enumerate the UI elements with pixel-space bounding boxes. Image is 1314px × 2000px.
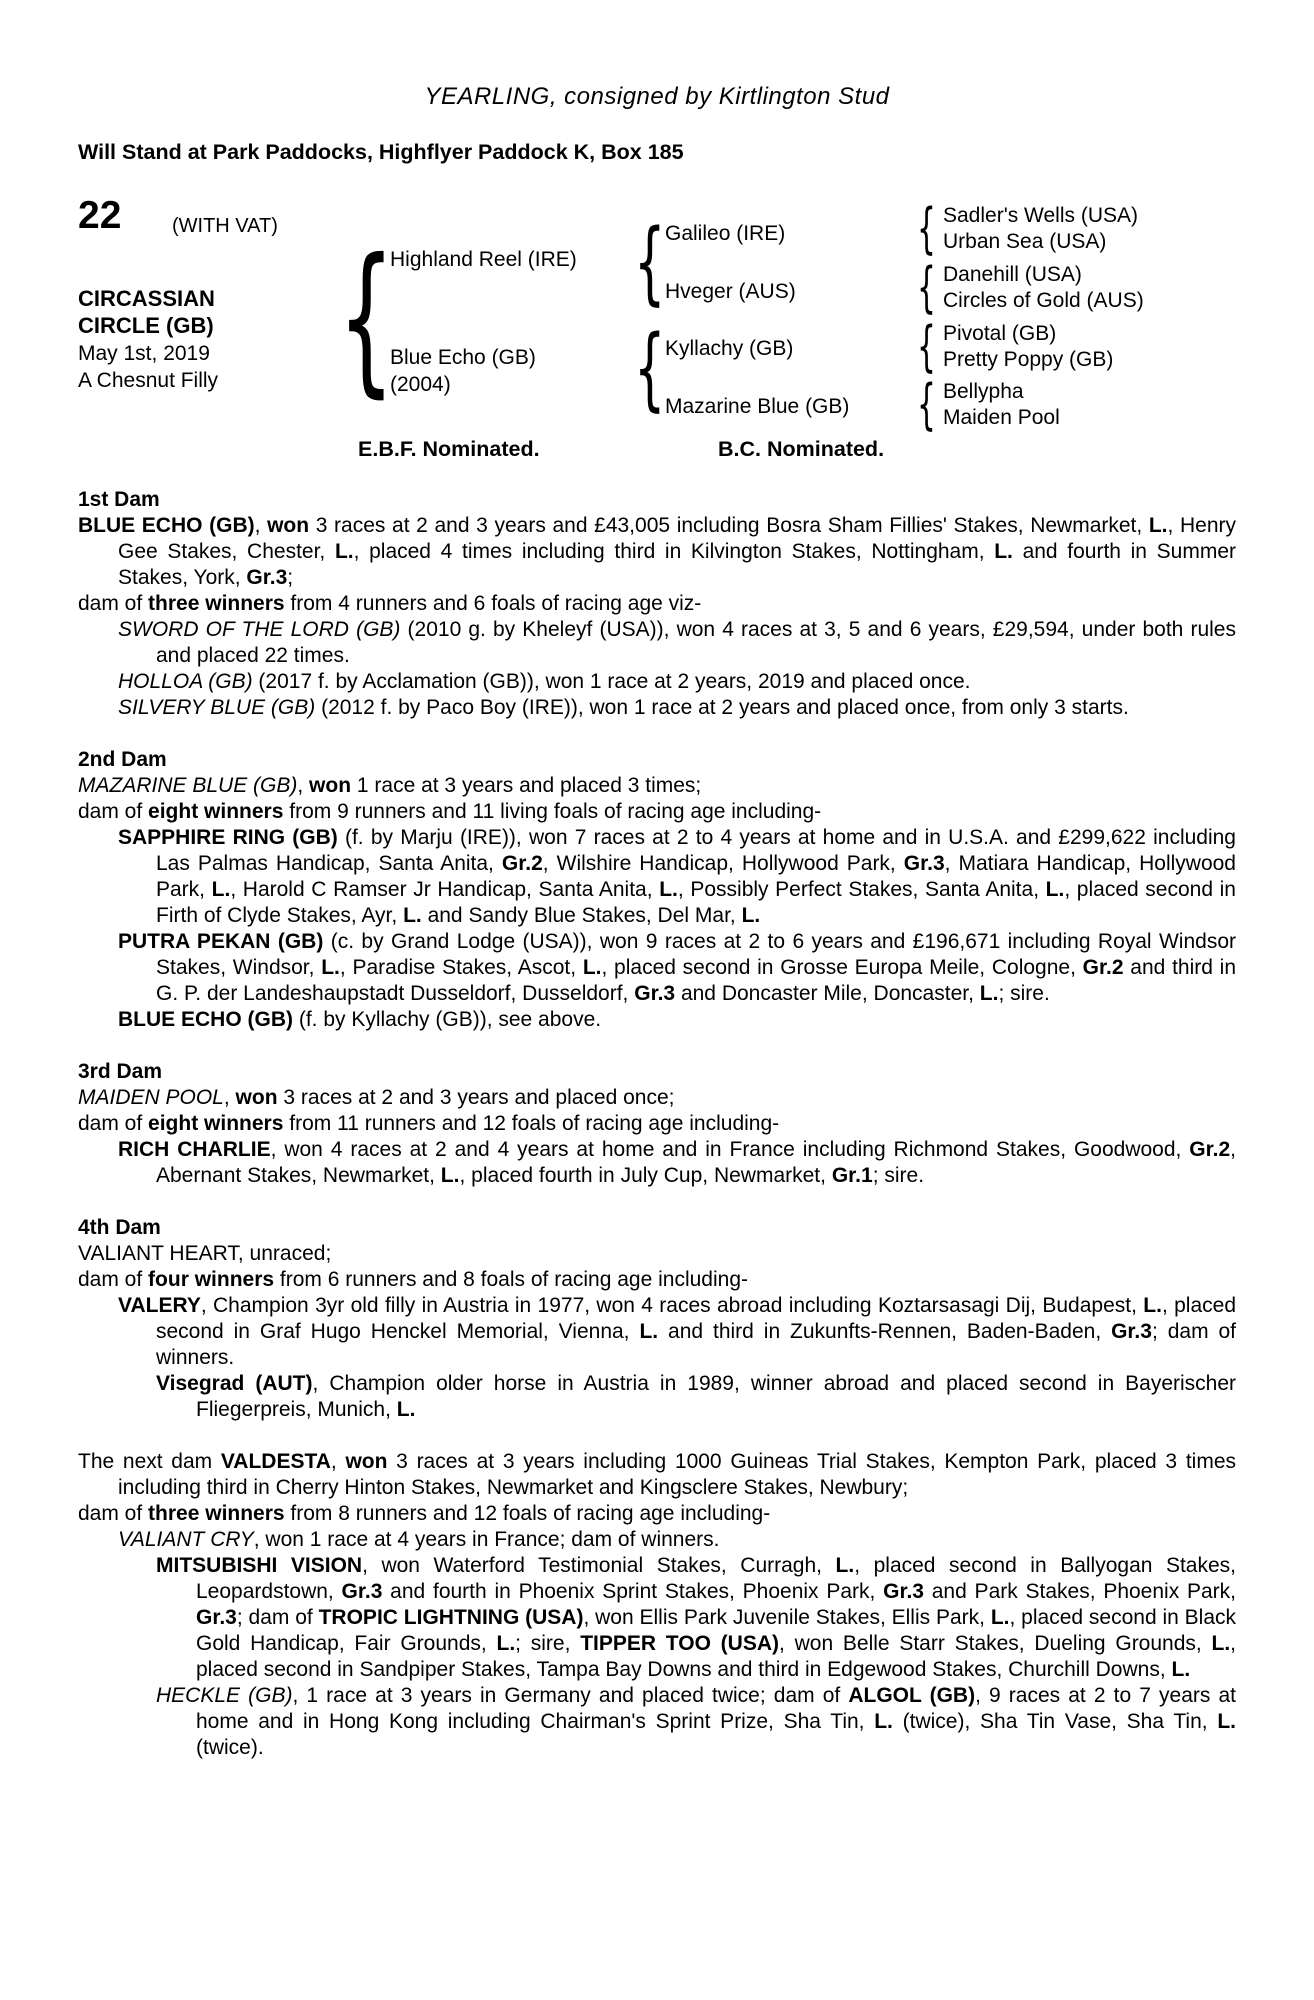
text-run: , won Ellis Park Juvenile Stakes, Ellis Park, bbox=[583, 1606, 991, 1629]
text-run: ; sire, bbox=[515, 1632, 581, 1655]
text-run: , Henry Gee Stakes, Chester, bbox=[118, 514, 1237, 563]
text-run: , Matiara Handicap, Hollywood Park, bbox=[156, 852, 1236, 901]
text-run: Gr.2 bbox=[501, 852, 543, 875]
text-run: won bbox=[267, 514, 310, 537]
text-run: 3 races at 3 years including 1000 Guineas Trial Stakes, Kempton Park, placed 3 times including third in Cherry Hinton Stakes, Newmarket and Kingsclere Stakes, Newbury; bbox=[118, 1450, 1236, 1499]
text-run: , bbox=[330, 1450, 346, 1473]
text-run: from 4 runners and 6 foals of racing age viz- bbox=[284, 592, 702, 615]
text-run: and third in G. P. der Landeshaupstadt Dusseldorf, Dusseldorf, bbox=[156, 956, 1237, 1005]
dam-section bbox=[78, 747, 1236, 1033]
text-run: MAZARINE BLUE (GB) bbox=[78, 774, 298, 797]
text-run: , placed second in Grosse Europa Meile, Cologne, bbox=[601, 956, 1083, 979]
text-run: L. bbox=[990, 1606, 1010, 1629]
text-run: BLUE ECHO (GB) bbox=[118, 1008, 293, 1031]
catalogue-paragraph bbox=[78, 773, 1236, 799]
text-run: HOLLOA (GB) bbox=[118, 670, 253, 693]
text-run: eight winners bbox=[148, 800, 284, 823]
text-run: , bbox=[254, 514, 268, 537]
text-run: , Abernant Stakes, Newmarket, bbox=[156, 1138, 1236, 1187]
text-run: , Champion 3yr old filly in Austria in 1977, won 4 races abroad including Koztarsasagi Dij, Budapest, bbox=[200, 1294, 1144, 1317]
catalogue-paragraph bbox=[78, 1371, 1236, 1423]
text-run: , placed second in Sandpiper Stakes, Tampa Bay Downs and third in Edgewood Stakes, Churchill Downs, bbox=[196, 1632, 1237, 1681]
text-run: and Park Stakes, Phoenix Park, bbox=[923, 1580, 1236, 1603]
lot-description: A Chesnut Filly bbox=[78, 369, 219, 392]
text-run: BLUE ECHO (GB) bbox=[78, 514, 255, 537]
catalogue-paragraph bbox=[78, 1111, 1236, 1137]
text-run: from 6 runners and 8 foals of racing age including- bbox=[274, 1268, 748, 1291]
text-run: SILVERY BLUE (GB) bbox=[118, 696, 316, 719]
text-run: Gr.1 bbox=[831, 1164, 873, 1187]
catalogue-paragraph bbox=[78, 617, 1236, 669]
text-run: L. bbox=[1045, 878, 1065, 901]
text-run: and fourth in Summer Stakes, York, bbox=[118, 540, 1236, 589]
pedigree-gen3-sire: Pivotal (GB) bbox=[943, 322, 1057, 345]
text-run: L. bbox=[874, 1710, 893, 1733]
text-run: from 11 runners and 12 foals of racing age including- bbox=[283, 1112, 780, 1135]
text-run: , won Belle Starr Stakes, Dueling Grounds, bbox=[779, 1632, 1212, 1655]
pedigree-brace-sire: { bbox=[634, 210, 666, 315]
catalogue-paragraph bbox=[78, 1449, 1236, 1501]
text-run: three winners bbox=[148, 592, 285, 615]
catalogue-paragraph bbox=[78, 1683, 1236, 1761]
text-run: and fourth in Phoenix Sprint Stakes, Phoenix Park, bbox=[382, 1580, 884, 1603]
lot-number: 22 bbox=[78, 194, 122, 237]
dam-section bbox=[78, 1215, 1236, 1423]
catalogue-paragraph bbox=[78, 1137, 1236, 1189]
text-run: 3 races at 2 and 3 years and £43,005 including Bosra Sham Fillies' Stakes, Newmarket, bbox=[309, 514, 1149, 537]
text-run: SAPPHIRE RING (GB) bbox=[118, 826, 338, 849]
lot-details bbox=[78, 340, 218, 394]
text-run: Gr.2 bbox=[1189, 1138, 1231, 1161]
text-run: , Possibly Perfect Stakes, Santa Anita, bbox=[677, 878, 1046, 901]
text-run: SWORD OF THE LORD (GB) bbox=[118, 618, 401, 641]
text-run: ; sire. bbox=[872, 1164, 925, 1187]
pedigree-brace-gen3-1: { bbox=[917, 197, 936, 260]
text-run: 3 races at 2 and 3 years and placed once; bbox=[277, 1086, 675, 1109]
pedigree-brace-gen3-3: { bbox=[917, 315, 936, 378]
pedigree-gen3-sire: Bellypha bbox=[943, 380, 1024, 403]
catalogue-paragraph bbox=[78, 1241, 1236, 1267]
catalogue-paragraph bbox=[78, 1553, 1236, 1683]
text-run: VALIANT CRY bbox=[118, 1528, 254, 1551]
dam-heading: 4th Dam bbox=[78, 1216, 161, 1239]
text-run: , bbox=[297, 774, 310, 797]
text-run: from 8 runners and 12 foals of racing age including- bbox=[284, 1502, 771, 1525]
pedigree-gen3-dam: Pretty Poppy (GB) bbox=[943, 348, 1114, 371]
text-run: won bbox=[235, 1086, 278, 1109]
pedigree-sire: Highland Reel (IRE) bbox=[390, 248, 577, 271]
text-run: dam of bbox=[78, 1268, 149, 1291]
text-run: Gr.3 bbox=[1111, 1320, 1152, 1343]
catalogue-paragraph bbox=[78, 669, 1236, 695]
text-run: Gr.3 bbox=[246, 566, 288, 589]
text-run: ; dam of bbox=[236, 1606, 319, 1629]
text-run: Gr.2 bbox=[1082, 956, 1124, 979]
text-run: TIPPER TOO (USA) bbox=[580, 1632, 780, 1655]
catalogue-paragraph bbox=[78, 929, 1236, 1007]
text-run: TROPIC LIGHTNING (USA) bbox=[318, 1606, 584, 1629]
vat-note: (WITH VAT) bbox=[172, 215, 278, 237]
text-run: L. bbox=[659, 878, 678, 901]
text-run: The next dam bbox=[78, 1450, 221, 1473]
text-run: , 1 race at 3 years in Germany and placed twice; dam of bbox=[292, 1684, 849, 1707]
dam-section bbox=[78, 1059, 1236, 1189]
page-title: YEARLING, consigned by Kirtlington Stud bbox=[424, 83, 890, 110]
text-run: L. bbox=[1217, 1710, 1236, 1733]
catalogue-body bbox=[78, 487, 1236, 1787]
catalogue-paragraph bbox=[78, 695, 1236, 721]
text-run: dam of bbox=[78, 1112, 149, 1135]
pedigree-dam-name: Blue Echo (GB) bbox=[390, 346, 536, 369]
pedigree-dam-dam: Mazarine Blue (GB) bbox=[665, 395, 850, 418]
pedigree-gen3-pair bbox=[943, 321, 1113, 373]
lot-name: CIRCASSIAN CIRCLE (GB) bbox=[78, 286, 215, 338]
text-run: , 9 races at 2 to 7 years at home and in Hong Kong including Chairman's Sprint Prize, Sha Tin, bbox=[196, 1684, 1236, 1733]
text-run: Gr.3 bbox=[883, 1580, 924, 1603]
text-run: L. bbox=[639, 1320, 659, 1343]
text-run: MAIDEN POOL bbox=[78, 1086, 224, 1109]
text-run: (f. by Kyllachy (GB)), see above. bbox=[293, 1008, 602, 1031]
catalogue-paragraph bbox=[78, 1527, 1236, 1553]
text-run: 1 race at 3 years and placed 3 times; bbox=[351, 774, 702, 797]
dam-heading: 3rd Dam bbox=[78, 1060, 163, 1083]
text-run: (twice), Sha Tin Vase, Sha Tin, bbox=[892, 1710, 1218, 1733]
text-run: ALGOL (GB) bbox=[848, 1684, 976, 1707]
catalogue-paragraph bbox=[78, 1501, 1236, 1527]
pedigree-dam bbox=[390, 344, 536, 398]
catalogue-paragraph bbox=[78, 591, 1236, 617]
text-run: Gr.3 bbox=[341, 1580, 383, 1603]
text-run: and third in Zukunfts-Rennen, Baden-Baden, bbox=[658, 1320, 1112, 1343]
ebf-nomination: E.B.F. Nominated. bbox=[358, 437, 540, 461]
pedigree-gen3-sire: Danehill (USA) bbox=[943, 263, 1082, 286]
text-run: , placed second in Black Gold Handicap, Fair Grounds, bbox=[196, 1606, 1236, 1655]
text-run: L. bbox=[1211, 1632, 1231, 1655]
text-run: ; dam of winners. bbox=[156, 1320, 1236, 1369]
text-run: Gr.3 bbox=[196, 1606, 237, 1629]
text-run: L. bbox=[496, 1632, 516, 1655]
text-run: L. bbox=[741, 904, 761, 927]
text-run: PUTRA PEKAN (GB) bbox=[118, 930, 324, 953]
text-run: L. bbox=[403, 904, 422, 927]
pedigree-gen3-dam: Circles of Gold (AUS) bbox=[943, 289, 1144, 312]
dam-heading: 2nd Dam bbox=[78, 748, 167, 771]
text-run: , won 4 races at 2 and 4 years at home and in France including Richmond Stakes, Goodwood, bbox=[270, 1138, 1190, 1161]
catalogue-paragraph bbox=[78, 799, 1236, 825]
text-run: Gr.3 bbox=[903, 852, 945, 875]
bc-nomination: B.C. Nominated. bbox=[718, 437, 885, 461]
text-run: , placed second in Graf Hugo Henckel Memorial, Vienna, bbox=[156, 1294, 1236, 1343]
text-run: , won Waterford Testimonial Stakes, Curragh, bbox=[362, 1554, 836, 1577]
text-run: L. bbox=[582, 956, 602, 979]
pedigree-sire-dam: Hveger (AUS) bbox=[665, 280, 796, 303]
text-run: VALERY bbox=[118, 1294, 201, 1317]
text-run: , Paradise Stakes, Ascot, bbox=[339, 956, 583, 979]
pedigree-brace-main: { bbox=[338, 225, 395, 413]
text-run: , bbox=[223, 1086, 236, 1109]
catalogue-paragraph bbox=[78, 825, 1236, 929]
pedigree-gen3-sire: Sadler's Wells (USA) bbox=[943, 204, 1138, 227]
text-run: eight winners bbox=[148, 1112, 284, 1135]
text-run: L. bbox=[835, 1554, 855, 1577]
dam-section bbox=[78, 487, 1236, 721]
pedigree-dam-sire: Kyllachy (GB) bbox=[665, 337, 794, 360]
text-run: L. bbox=[334, 540, 354, 563]
text-run: , won 1 race at 4 years in France; dam of winners. bbox=[253, 1528, 720, 1551]
text-run: L. bbox=[994, 540, 1013, 563]
catalogue-paragraph bbox=[78, 513, 1236, 591]
catalogue-paragraph bbox=[78, 1007, 1236, 1033]
text-run: (2012 f. by Paco Boy (IRE)), won 1 race at 2 years and placed once, from only 3 starts. bbox=[315, 696, 1129, 719]
text-run: , placed fourth in July Cup, Newmarket, bbox=[459, 1164, 832, 1187]
text-run: (c. by Grand Lodge (USA)), won 9 races at 2 to 6 years and £196,671 including Royal Windsor Stakes, Windsor, bbox=[156, 930, 1236, 979]
text-run: and Doncaster Mile, Doncaster, bbox=[675, 982, 980, 1005]
text-run: ; bbox=[287, 566, 294, 589]
text-run: L. bbox=[211, 878, 231, 901]
pedigree-gen3-pair bbox=[943, 379, 1060, 431]
pedigree-brace-dam: { bbox=[634, 316, 666, 421]
text-run: dam of bbox=[78, 1502, 149, 1525]
dam-heading: 1st Dam bbox=[78, 488, 160, 511]
text-run: , Harold C Ramser Jr Handicap, Santa Anita, bbox=[230, 878, 660, 901]
pedigree-brace-gen3-2: { bbox=[917, 256, 936, 319]
text-run: HECKLE (GB) bbox=[156, 1684, 293, 1707]
text-run: VALDESTA bbox=[220, 1450, 331, 1473]
text-run: dam of bbox=[78, 800, 149, 823]
text-run: (f. by Marju (IRE)), won 7 races at 2 to 4 years at home and in U.S.A. and £299,622 including Las Palmas Handicap, Santa Anita, bbox=[156, 826, 1236, 875]
text-run: four winners bbox=[148, 1268, 275, 1291]
text-run: from 9 runners and 11 living foals of racing age including- bbox=[283, 800, 822, 823]
text-run: Visegrad (AUT) bbox=[156, 1372, 313, 1395]
text-run: L. bbox=[1171, 1658, 1191, 1681]
text-run: dam of bbox=[78, 592, 149, 615]
catalogue-paragraph bbox=[78, 1267, 1236, 1293]
text-run: (2017 f. by Acclamation (GB)), won 1 race at 2 years, 2019 and placed once. bbox=[252, 670, 971, 693]
text-run: L. bbox=[396, 1398, 416, 1421]
catalogue-paragraph bbox=[78, 1293, 1236, 1371]
dam-section bbox=[78, 1449, 1236, 1761]
text-run: won bbox=[309, 774, 352, 797]
lot-foaling-date: May 1st, 2019 bbox=[78, 342, 210, 365]
text-run: L. bbox=[440, 1164, 460, 1187]
text-run: L. bbox=[1143, 1294, 1162, 1317]
text-run: L. bbox=[979, 982, 999, 1005]
text-run: , placed second in Ballyogan Stakes, Leopardstown, bbox=[196, 1554, 1237, 1603]
pedigree-gen3-dam: Maiden Pool bbox=[943, 406, 1060, 429]
text-run: MITSUBISHI VISION bbox=[156, 1554, 363, 1577]
text-run: (twice). bbox=[196, 1736, 264, 1759]
text-run: , Champion older horse in Austria in 1989, winner abroad and placed second in Bayerischer Fliegerpreis, Munich, bbox=[196, 1372, 1237, 1421]
stand-location: Will Stand at Park Paddocks, Highflyer Paddock K, Box 185 bbox=[78, 140, 684, 164]
text-run: , placed 4 times including third in Kilvington Stakes, Nottingham, bbox=[353, 540, 995, 563]
text-run: won bbox=[345, 1450, 388, 1473]
text-run: RICH CHARLIE bbox=[118, 1138, 271, 1161]
text-run: Gr.3 bbox=[634, 982, 676, 1005]
text-run: , placed second in Firth of Clyde Stakes, Ayr, bbox=[156, 878, 1236, 927]
pedigree-sire-sire: Galileo (IRE) bbox=[665, 222, 786, 245]
text-run: , Wilshire Handicap, Hollywood Park, bbox=[542, 852, 904, 875]
pedigree-gen3-pair bbox=[943, 203, 1138, 255]
text-run: (2010 g. by Kheleyf (USA)), won 4 races at 3, 5 and 6 years, £29,594, under both rules and placed 22 times. bbox=[156, 618, 1236, 667]
text-run: and Sandy Blue Stakes, Del Mar, bbox=[421, 904, 742, 927]
text-run: L. bbox=[321, 956, 340, 979]
pedigree-dam-year: (2004) bbox=[390, 373, 451, 396]
text-run: VALIANT HEART, unraced; bbox=[78, 1242, 332, 1265]
catalogue-paragraph bbox=[78, 1085, 1236, 1111]
text-run: three winners bbox=[148, 1502, 285, 1525]
text-run: ; sire. bbox=[998, 982, 1050, 1005]
pedigree-brace-gen3-4: { bbox=[917, 373, 936, 436]
text-run: L. bbox=[1148, 514, 1168, 537]
pedigree-gen3-pair bbox=[943, 262, 1144, 314]
pedigree-gen3-dam: Urban Sea (USA) bbox=[943, 230, 1107, 253]
